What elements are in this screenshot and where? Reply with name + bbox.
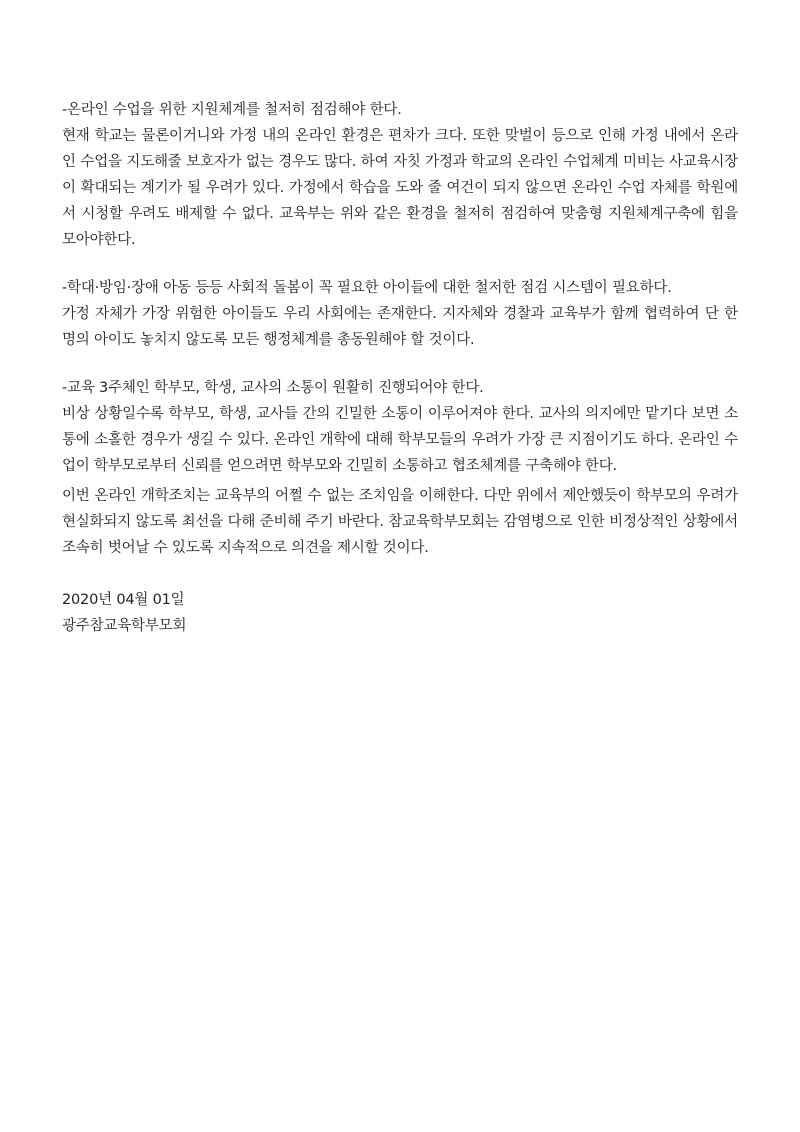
section-communication	[62, 375, 738, 479]
closing-paragraph: 이번 온라인 개학조치는 교육부의 어쩔 수 없는 조치임을 이해한다. 다만 위에서 제안했듯이 학부모의 우려가 현실화되지 않도록 최선을 다해 준비해 주기 바란다. 참교육학부모회는 감염병으로 인한 비정상적인 상황에서 조속히 벗어날 수 있도록 지속적으로 의견을 제시할 것이다.	[62, 488, 738, 556]
signature-block	[62, 587, 738, 639]
section-paragraph: 비상 상황일수록 학부모, 학생, 교사들 간의 긴밀한 소통이 이루어져야 한다. 교사의 의지에만 맡기다 보면 소통에 소홀한 경우가 생길 수 있다. 온라인 개학에 대해 학부모들의 우려가 가장 큰 지점이기도 하다. 온라인 수업이 학부모로부터 신뢰를 얻으려면 학부모와 긴밀히 소통하고 협조체계를 구축해야 한다.	[62, 406, 738, 474]
section-heading: -교육 3주체인 학부모, 학생, 교사의 소통이 원활히 진행되어야 한다.	[62, 380, 484, 396]
section-heading: -학대·방임·장애 아동 등등 사회적 돌봄이 꼭 필요한 아이들에 대한 철저한 점검 시스템이 필요하다.	[62, 280, 672, 296]
section-child-care-check	[62, 275, 738, 353]
section-paragraph: 가정 자체가 가장 위험한 아이들도 우리 사회에는 존재한다. 지자체와 경찰과 교육부가 함께 협력하여 단 한 명의 아이도 놓치지 않도록 모든 행정체계를 총동원해야 할 것이다.	[62, 306, 738, 348]
statement-body	[62, 97, 738, 639]
section-online-support	[62, 97, 738, 253]
section-paragraph: 현재 학교는 물론이거니와 가정 내의 온라인 환경은 편차가 크다. 또한 맞벌이 등으로 인해 가정 내에서 온라인 수업을 지도해줄 보호자가 없는 경우도 많다. 하여 자칫 가정과 학교의 온라인 수업체계 미비는 사교육시장이 확대되는 계기가 될 우려가 있다. 가정에서 학습을 도와 줄 여건이 되지 않으면 온라인 수업 자체를 학원에서 시청할 우려도 배제할 수 없다. 교육부는 위와 같은 환경을 철저히 점검하여 맞춤형 지원체계구축에 힘을 모아야한다.	[62, 128, 738, 248]
signature-organization: 광주참교육학부모회	[62, 618, 187, 634]
section-heading: -온라인 수업을 위한 지원체계를 철저히 점검해야 한다.	[62, 102, 402, 118]
signature-date: 2020년 04월 01일	[62, 592, 185, 608]
